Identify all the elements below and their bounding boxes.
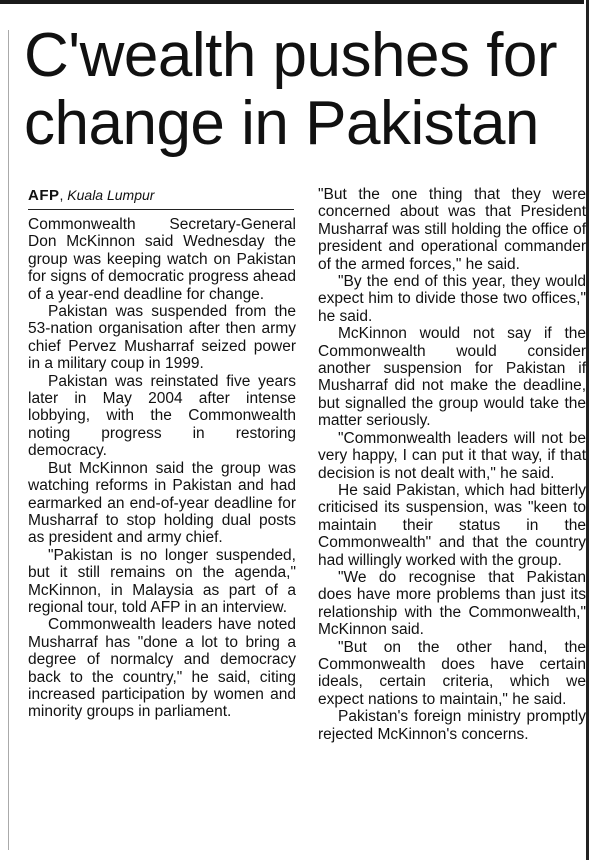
- paragraph: Commonwealth Secretary-General Don McKinnon said Wednesday the group was keeping watch on Pakistan for signs of democratic progress ahead of a year-end deadline for change.: [28, 216, 296, 303]
- paragraph: Pakistan was suspended from the 53-nation organisation after then army chief Pervez Musharraf seized power in a military coup in 1999.: [28, 303, 296, 373]
- article-column-left: [28, 216, 296, 721]
- paragraph: Commonwealth leaders have noted Musharraf has "done a lot to bring a degree of normalcy and democracy back to the country," he said, citing increased participation by women and minority groups in parliament.: [28, 616, 296, 721]
- right-edge-rule: [586, 0, 589, 860]
- byline: [28, 186, 298, 205]
- paragraph: Pakistan was reinstated five years later in May 2004 after intense lobbying, with the Commonwealth noting progress in restoring democracy.: [28, 372, 296, 460]
- article-column-right: [318, 186, 586, 743]
- byline-agency: AFP: [28, 187, 60, 204]
- headline: C'wealth pushes for change in Pakistan: [24, 21, 558, 158]
- byline-rule: [28, 209, 294, 210]
- left-edge-rule: [8, 30, 9, 850]
- paragraph: "But the one thing that they were concerned about was that President Musharraf was still holding the office of president and operational commander of the armed forces," he said.: [318, 186, 586, 273]
- paragraph: He said Pakistan, which had bitterly criticised its suspension, was "keen to maintain their status in the Commonwealth" and that the country had willingly worked with the group.: [318, 481, 586, 569]
- paragraph: "Pakistan is no longer suspended, but it still remains on the agenda," McKinnon, in Malaysia as part of a regional tour, told AFP in an interview.: [28, 546, 296, 616]
- paragraph: "But on the other hand, the Commonwealth does have certain ideals, certain criteria, which we expect nations to maintain," he said.: [318, 638, 586, 708]
- paragraph: "We do recognise that Pakistan does have more problems than just its relationship with the Commonwealth," McKinnon said.: [318, 568, 586, 639]
- paragraph: McKinnon would not say if the Commonwealth would consider another suspension for Pakistan if Musharraf did not make the deadline, but signalled the group would take the matter seriously.: [318, 325, 586, 430]
- paragraph: "By the end of this year, they would expect him to divide those two offices," he said.: [318, 273, 586, 325]
- paragraph: But McKinnon said the group was watching reforms in Pakistan and had earmarked an end-of-year deadline for Musharraf to stop holding dual posts as president and army chief.: [28, 459, 296, 547]
- paragraph: Pakistan's foreign ministry promptly rejected McKinnon's concerns.: [318, 708, 586, 743]
- paragraph: "Commonwealth leaders will not be very happy, I can put it that way, if that decision is not dealt with," he said.: [318, 429, 586, 482]
- byline-place: Kuala Lumpur: [67, 187, 155, 203]
- top-rule: [0, 0, 584, 4]
- byline-separator: ,: [59, 187, 64, 203]
